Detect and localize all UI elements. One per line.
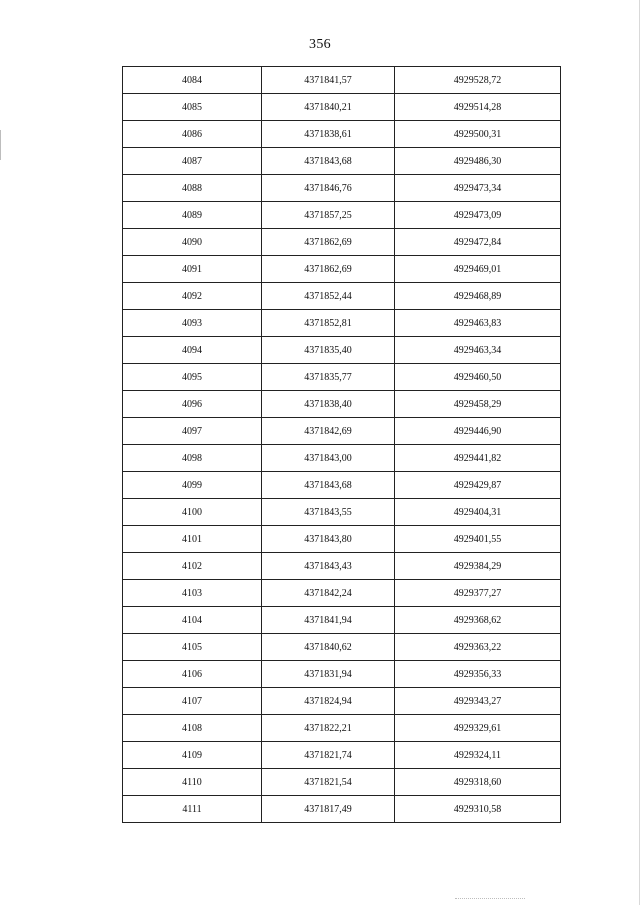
x-coordinate-cell: 4371852,44 xyxy=(262,283,395,310)
y-coordinate-cell: 4929318,60 xyxy=(395,769,561,796)
x-coordinate-cell: 4371841,94 xyxy=(262,607,395,634)
point-number-cell: 4099 xyxy=(123,472,262,499)
x-coordinate-cell: 4371840,21 xyxy=(262,94,395,121)
coordinates-table-body xyxy=(123,67,561,823)
scan-mark xyxy=(455,898,525,899)
y-coordinate-cell: 4929468,89 xyxy=(395,283,561,310)
x-coordinate-cell: 4371842,69 xyxy=(262,418,395,445)
x-coordinate-cell: 4371817,49 xyxy=(262,796,395,823)
point-number-cell: 4097 xyxy=(123,418,262,445)
point-number-cell: 4098 xyxy=(123,445,262,472)
y-coordinate-cell: 4929463,83 xyxy=(395,310,561,337)
y-coordinate-cell: 4929368,62 xyxy=(395,607,561,634)
x-coordinate-cell: 4371843,80 xyxy=(262,526,395,553)
table-row xyxy=(123,472,561,499)
point-number-cell: 4085 xyxy=(123,94,262,121)
y-coordinate-cell: 4929472,84 xyxy=(395,229,561,256)
point-number-cell: 4102 xyxy=(123,553,262,580)
table-row xyxy=(123,364,561,391)
x-coordinate-cell: 4371822,21 xyxy=(262,715,395,742)
x-coordinate-cell: 4371843,55 xyxy=(262,499,395,526)
x-coordinate-cell: 4371857,25 xyxy=(262,202,395,229)
y-coordinate-cell: 4929486,30 xyxy=(395,148,561,175)
x-coordinate-cell: 4371835,40 xyxy=(262,337,395,364)
x-coordinate-cell: 4371824,94 xyxy=(262,688,395,715)
table-row xyxy=(123,499,561,526)
point-number-cell: 4086 xyxy=(123,121,262,148)
x-coordinate-cell: 4371862,69 xyxy=(262,229,395,256)
table-row xyxy=(123,688,561,715)
point-number-cell: 4092 xyxy=(123,283,262,310)
y-coordinate-cell: 4929514,28 xyxy=(395,94,561,121)
page-number: 356 xyxy=(309,37,331,52)
y-coordinate-cell: 4929460,50 xyxy=(395,364,561,391)
y-coordinate-cell: 4929473,34 xyxy=(395,175,561,202)
table-row xyxy=(123,553,561,580)
table-row xyxy=(123,661,561,688)
table-row xyxy=(123,607,561,634)
table-row xyxy=(123,67,561,94)
table-row xyxy=(123,445,561,472)
point-number-cell: 4106 xyxy=(123,661,262,688)
x-coordinate-cell: 4371838,61 xyxy=(262,121,395,148)
y-coordinate-cell: 4929356,33 xyxy=(395,661,561,688)
y-coordinate-cell: 4929473,09 xyxy=(395,202,561,229)
table-row xyxy=(123,148,561,175)
x-coordinate-cell: 4371821,74 xyxy=(262,742,395,769)
table-row xyxy=(123,283,561,310)
point-number-cell: 4109 xyxy=(123,742,262,769)
y-coordinate-cell: 4929384,29 xyxy=(395,553,561,580)
x-coordinate-cell: 4371843,00 xyxy=(262,445,395,472)
x-coordinate-cell: 4371862,69 xyxy=(262,256,395,283)
y-coordinate-cell: 4929463,34 xyxy=(395,337,561,364)
table-row xyxy=(123,121,561,148)
point-number-cell: 4094 xyxy=(123,337,262,364)
y-coordinate-cell: 4929324,11 xyxy=(395,742,561,769)
x-coordinate-cell: 4371841,57 xyxy=(262,67,395,94)
table-row xyxy=(123,175,561,202)
point-number-cell: 4107 xyxy=(123,688,262,715)
point-number-cell: 4101 xyxy=(123,526,262,553)
x-coordinate-cell: 4371842,24 xyxy=(262,580,395,607)
x-coordinate-cell: 4371843,43 xyxy=(262,553,395,580)
scan-mark xyxy=(0,130,1,160)
y-coordinate-cell: 4929401,55 xyxy=(395,526,561,553)
x-coordinate-cell: 4371838,40 xyxy=(262,391,395,418)
point-number-cell: 4088 xyxy=(123,175,262,202)
point-number-cell: 4096 xyxy=(123,391,262,418)
table-row xyxy=(123,742,561,769)
x-coordinate-cell: 4371843,68 xyxy=(262,472,395,499)
y-coordinate-cell: 4929343,27 xyxy=(395,688,561,715)
y-coordinate-cell: 4929377,27 xyxy=(395,580,561,607)
table-row xyxy=(123,715,561,742)
x-coordinate-cell: 4371852,81 xyxy=(262,310,395,337)
y-coordinate-cell: 4929329,61 xyxy=(395,715,561,742)
table-row xyxy=(123,256,561,283)
point-number-cell: 4108 xyxy=(123,715,262,742)
coordinates-table xyxy=(122,66,561,823)
y-coordinate-cell: 4929469,01 xyxy=(395,256,561,283)
point-number-cell: 4111 xyxy=(123,796,262,823)
x-coordinate-cell: 4371821,54 xyxy=(262,769,395,796)
y-coordinate-cell: 4929458,29 xyxy=(395,391,561,418)
point-number-cell: 4089 xyxy=(123,202,262,229)
x-coordinate-cell: 4371840,62 xyxy=(262,634,395,661)
y-coordinate-cell: 4929404,31 xyxy=(395,499,561,526)
table-row xyxy=(123,310,561,337)
table-row xyxy=(123,229,561,256)
y-coordinate-cell: 4929528,72 xyxy=(395,67,561,94)
y-coordinate-cell: 4929500,31 xyxy=(395,121,561,148)
point-number-cell: 4100 xyxy=(123,499,262,526)
table-row xyxy=(123,796,561,823)
x-coordinate-cell: 4371831,94 xyxy=(262,661,395,688)
table-row xyxy=(123,337,561,364)
point-number-cell: 4093 xyxy=(123,310,262,337)
y-coordinate-cell: 4929429,87 xyxy=(395,472,561,499)
y-coordinate-cell: 4929446,90 xyxy=(395,418,561,445)
point-number-cell: 4110 xyxy=(123,769,262,796)
point-number-cell: 4091 xyxy=(123,256,262,283)
point-number-cell: 4087 xyxy=(123,148,262,175)
table-row xyxy=(123,634,561,661)
point-number-cell: 4084 xyxy=(123,67,262,94)
x-coordinate-cell: 4371835,77 xyxy=(262,364,395,391)
table-row xyxy=(123,94,561,121)
point-number-cell: 4103 xyxy=(123,580,262,607)
table-row xyxy=(123,202,561,229)
point-number-cell: 4105 xyxy=(123,634,262,661)
y-coordinate-cell: 4929363,22 xyxy=(395,634,561,661)
x-coordinate-cell: 4371843,68 xyxy=(262,148,395,175)
point-number-cell: 4095 xyxy=(123,364,262,391)
y-coordinate-cell: 4929441,82 xyxy=(395,445,561,472)
x-coordinate-cell: 4371846,76 xyxy=(262,175,395,202)
table-row xyxy=(123,526,561,553)
table-row xyxy=(123,580,561,607)
point-number-cell: 4090 xyxy=(123,229,262,256)
table-row xyxy=(123,418,561,445)
table-row xyxy=(123,769,561,796)
y-coordinate-cell: 4929310,58 xyxy=(395,796,561,823)
point-number-cell: 4104 xyxy=(123,607,262,634)
table-row xyxy=(123,391,561,418)
